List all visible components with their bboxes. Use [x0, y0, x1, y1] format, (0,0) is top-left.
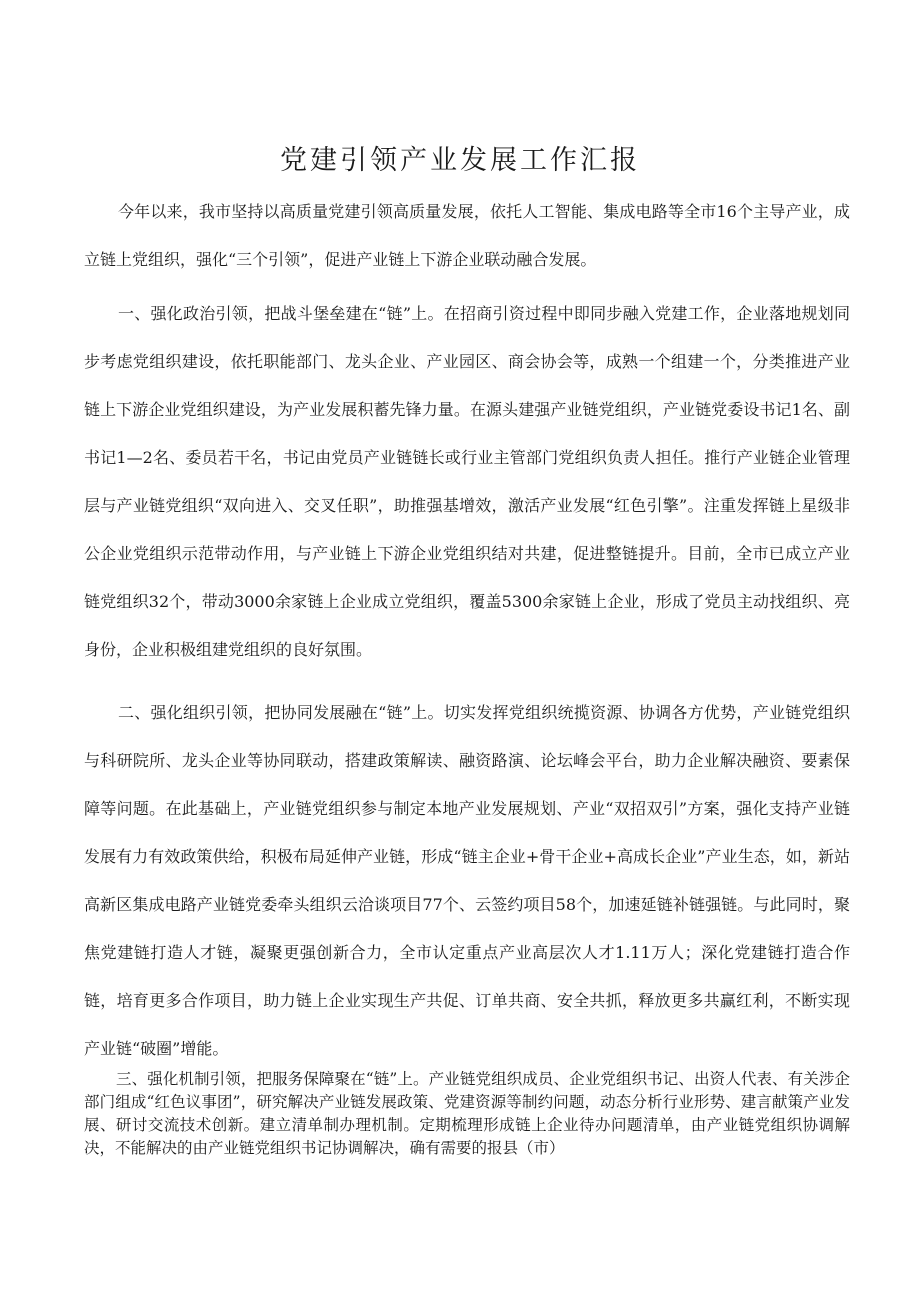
- section-one-paragraph: 一、强化政治引领，把战斗堡垒建在“链”上。在招商引资过程中即同步融入党建工作，企业落地规划同步考虑党组织建设，依托职能部门、龙头企业、产业园区、商会协会等，成熟一个组建一个，分类推进产业链上下游企业党组织建设，为产业发展积蓄先锋力量。在源头建强产业链党组织，产业链党委设书记1名、副书记1—2名、委员若干名，书记由党员产业链链长或行业主管部门党组织负责人担任。推行产业链企业管理层与产业链党组织“双向进入、交叉任职”，助推强基增效，激活产业发展“红色引擎”。注重发挥链上星级非公企业党组织示范带动作用，与产业链上下游企业党组织结对共建，促进整链提升。目前，全市已成立产业链党组织32个，带动3000余家链上企业成立党组织，覆盖5300余家链上企业，形成了党员主动找组织、亮身份，企业积极组建党组织的良好氛围。: [84, 304, 850, 659]
- section-three-paragraph: 三、强化机制引领，把服务保障聚在“链”上。产业链党组织成员、企业党组织书记、出资人代表、有关涉企部门组成“红色议事团”，研究解决产业链发展政策、党建资源等制约问题，动态分析行业形势、建言献策产业发展、研讨交流技术创新。建立清单制办理机制。定期梳理形成链上企业待办问题清单，由产业链党组织协调解决，不能解决的由产业链党组织书记协调解决，确有需要的报县（市）: [84, 1070, 850, 1157]
- section-two-paragraph: 二、强化组织引领，把协同发展融在“链”上。切实发挥党组织统揽资源、协调各方优势，产业链党组织与科研院所、龙头企业等协同联动，搭建政策解读、融资路演、论坛峰会平台，助力企业解决融资、要素保障等问题。在此基础上，产业链党组织参与制定本地产业发展规划、产业“双招双引”方案，强化支持产业链发展有力有效政策供给，积极布局延伸产业链，形成“链主企业+骨干企业+高成长企业”产业生态，如，新站高新区集成电路产业链党委牵头组织云洽谈项目77个、云签约项目58个，加速延链补链强链。与此同时，聚焦党建链打造人才链，凝聚更强创新合力，全市认定重点产业高层次人才1.11万人；深化党建链打造合作链，培育更多合作项目，助力链上企业实现生产共促、订单共商、安全共抓，释放更多共赢红利，不断实现产业链“破圈”增能。: [84, 703, 850, 1058]
- document-title: 党建引领产业发展工作汇报: [280, 145, 640, 176]
- intro-paragraph: 今年以来，我市坚持以高质量党建引领高质量发展，依托人工智能、集成电路等全市16个主导产业，成立链上党组织，强化“三个引领”，促进产业链上下游企业联动融合发展。: [84, 202, 850, 269]
